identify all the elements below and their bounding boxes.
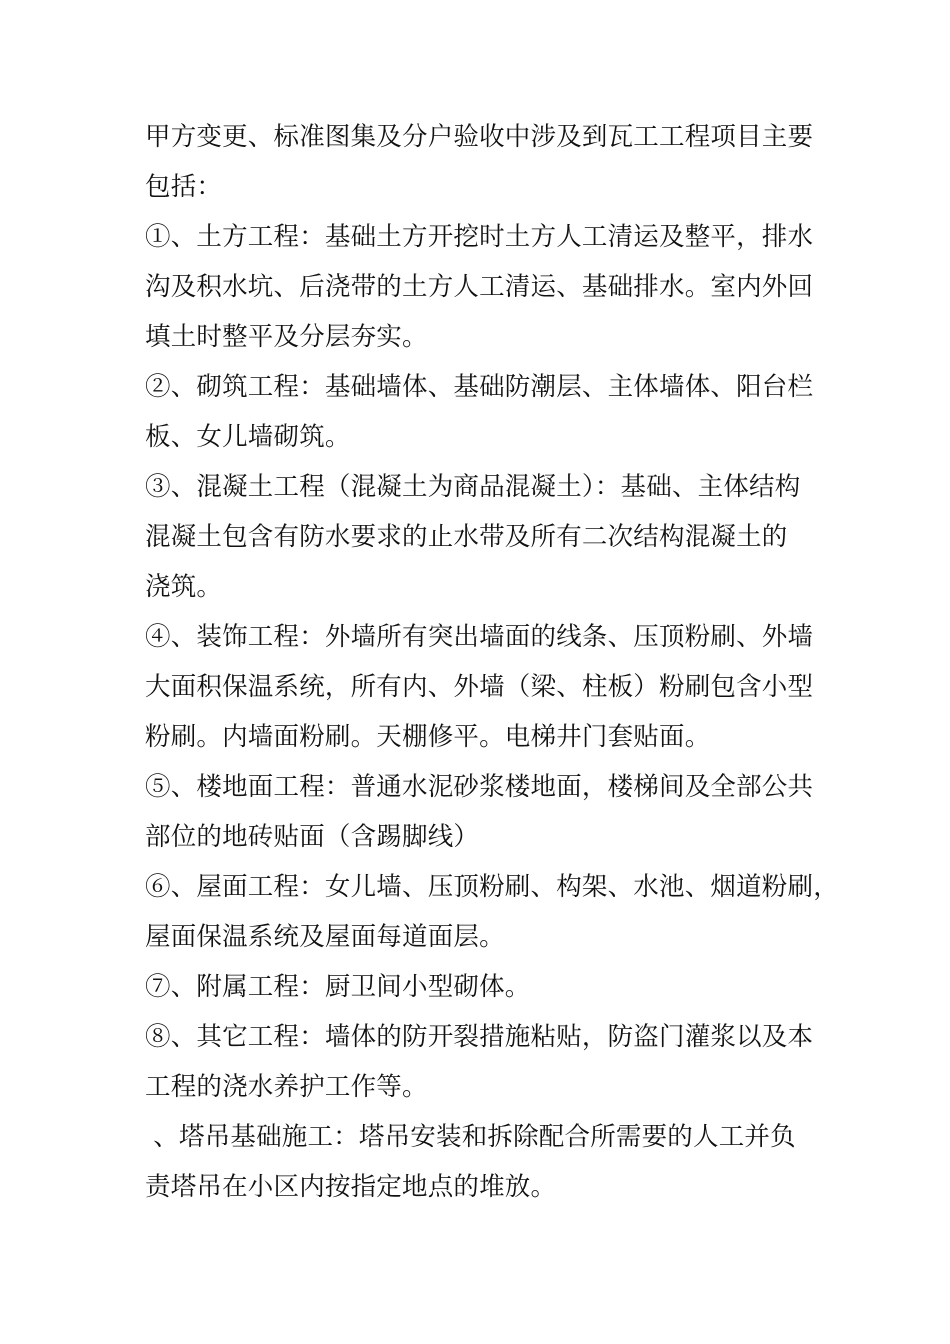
- text-line: 责塔吊在小区内按指定地点的堆放。: [145, 1172, 557, 1202]
- text-line: 粉刷。内墙面粉刷。天棚修平。电梯井门套贴面。: [145, 722, 711, 752]
- text-line: 沟及积水坑、后浇带的土方人工清运、基础排水。室内外回: [145, 272, 814, 302]
- text-line: 部位的地砖贴面（含踢脚线）: [145, 822, 480, 852]
- text-line: 包括：: [145, 172, 223, 202]
- text-line: 浇筑。: [145, 572, 223, 602]
- text-line: ②、砌筑工程：基础墙体、基础防潮层、主体墙体、阳台栏: [145, 372, 814, 402]
- text-line: ⑤、楼地面工程：普通水泥砂浆楼地面，楼梯间及全部公共: [145, 772, 814, 802]
- text-line: 工程的浇水养护工作等。: [145, 1072, 428, 1102]
- text-line: ⑥、屋面工程：女儿墙、压顶粉刷、构架、水池、烟道粉刷，: [145, 872, 839, 902]
- text-line: ⑦、附属工程：厨卫间小型砌体。: [145, 972, 531, 1002]
- text-line: 混凝土包含有防水要求的止水带及所有二次结构混凝土的: [145, 522, 788, 552]
- text-line: 填土时整平及分层夯实。: [145, 322, 428, 352]
- text-line: ⑧、其它工程：墙体的防开裂措施粘贴，防盗门灌浆以及本: [145, 1022, 814, 1052]
- text-line: 屋面保温系统及屋面每道面层。: [145, 922, 505, 952]
- text-line: 、塔吊基础施工：塔吊安装和拆除配合所需要的人工并负: [145, 1122, 796, 1152]
- document-body: [145, 112, 839, 1212]
- text-line: ③、混凝土工程（混凝土为商品混凝土）：基础、主体结构: [145, 472, 801, 502]
- text-line: 板、女儿墙砌筑。: [145, 422, 351, 452]
- text-line: 大面积保温系统，所有内、外墙（梁、柱板）粉刷包含小型: [145, 672, 814, 702]
- text-line: 甲方变更、标准图集及分户验收中涉及到瓦工工程项目主要: [145, 122, 814, 152]
- text-line: ④、装饰工程：外墙所有突出墙面的线条、压顶粉刷、外墙: [145, 622, 814, 652]
- text-line: ①、土方工程：基础土方开挖时土方人工清运及整平，排水: [145, 222, 814, 252]
